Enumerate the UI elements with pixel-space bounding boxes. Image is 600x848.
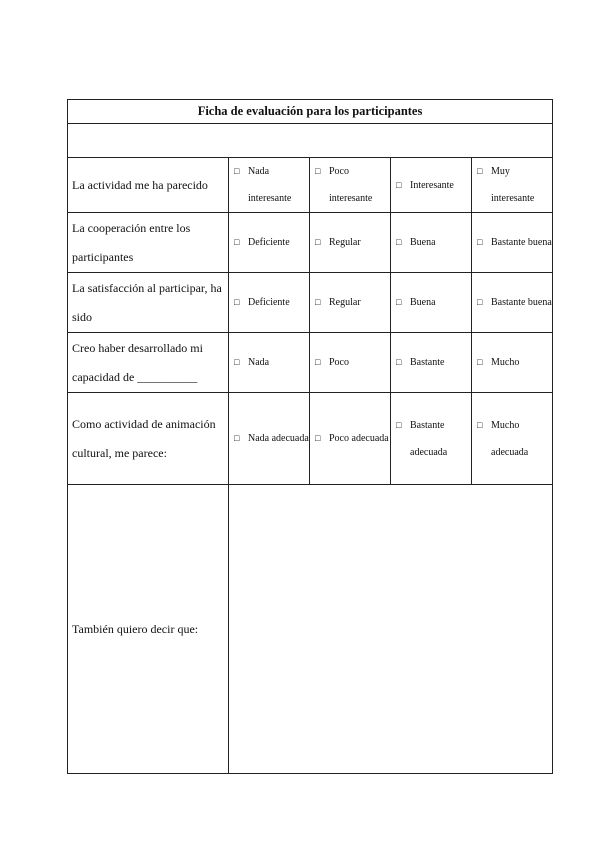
checkbox-icon[interactable]: □ xyxy=(396,357,402,367)
option-label: Deficiente xyxy=(248,237,290,248)
checkbox-icon[interactable]: □ xyxy=(477,166,483,176)
question-row xyxy=(68,273,553,333)
option-cell[interactable] xyxy=(391,393,472,485)
option-label: Mucho xyxy=(491,357,520,368)
option-cell[interactable] xyxy=(229,393,310,485)
option-label: Bastante adecuada xyxy=(410,419,448,458)
option-cell[interactable] xyxy=(229,213,310,273)
option-label: Buena xyxy=(410,297,436,308)
option-label: Buena xyxy=(410,237,436,248)
comments-label: También quiero decir que: xyxy=(68,485,229,774)
question-label: La actividad me ha parecido xyxy=(68,158,229,213)
option-cell[interactable] xyxy=(229,273,310,333)
evaluation-form-table xyxy=(67,99,553,774)
checkbox-icon[interactable]: □ xyxy=(396,237,402,247)
option-cell[interactable] xyxy=(310,273,391,333)
question-label: Creo haber desarrollado mi capacidad de __________ xyxy=(68,333,229,393)
option-cell[interactable] xyxy=(310,158,391,213)
option-cell[interactable] xyxy=(472,273,553,333)
question-label: La satisfacción al participar, ha sido xyxy=(68,273,229,333)
question-row xyxy=(68,213,553,273)
comments-row xyxy=(68,485,553,774)
option-label: Muy interesante xyxy=(491,166,535,204)
question-label: Como actividad de animación cultural, me parece: xyxy=(68,393,229,485)
checkbox-icon[interactable]: □ xyxy=(477,357,483,367)
option-cell[interactable] xyxy=(310,393,391,485)
option-label: Bastante buena xyxy=(491,297,552,308)
checkbox-icon[interactable]: □ xyxy=(234,433,240,443)
option-label: Poco xyxy=(329,357,349,368)
option-cell[interactable] xyxy=(472,393,553,485)
checkbox-icon[interactable]: □ xyxy=(234,297,240,307)
question-row xyxy=(68,393,553,485)
checkbox-icon[interactable]: □ xyxy=(234,166,240,176)
option-label: Regular xyxy=(329,237,361,248)
checkbox-icon[interactable]: □ xyxy=(315,357,321,367)
option-label: Deficiente xyxy=(248,297,290,308)
question-row xyxy=(68,158,553,213)
form-title: Ficha de evaluación para los participantes xyxy=(68,100,553,124)
option-cell[interactable] xyxy=(310,333,391,393)
checkbox-icon[interactable]: □ xyxy=(234,237,240,247)
option-cell[interactable] xyxy=(472,158,553,213)
option-cell[interactable] xyxy=(391,158,472,213)
checkbox-icon[interactable]: □ xyxy=(315,166,321,176)
option-label: Nada xyxy=(248,357,270,368)
option-cell[interactable] xyxy=(310,213,391,273)
checkbox-icon[interactable]: □ xyxy=(315,433,321,443)
option-cell[interactable] xyxy=(229,333,310,393)
option-cell[interactable] xyxy=(391,273,472,333)
option-cell[interactable] xyxy=(472,333,553,393)
checkbox-icon[interactable]: □ xyxy=(315,297,321,307)
checkbox-icon[interactable]: □ xyxy=(315,237,321,247)
option-label: Interesante xyxy=(410,179,454,191)
checkbox-icon[interactable]: □ xyxy=(477,237,483,247)
question-label: La cooperación entre los participantes xyxy=(68,213,229,273)
option-cell[interactable] xyxy=(391,213,472,273)
option-label: Regular xyxy=(329,297,361,308)
checkbox-icon[interactable]: □ xyxy=(234,357,240,367)
checkbox-icon[interactable]: □ xyxy=(477,419,483,430)
checkbox-icon[interactable]: □ xyxy=(396,297,402,307)
option-label: Bastante buena xyxy=(491,237,552,248)
comments-area[interactable] xyxy=(229,485,553,774)
option-label: Mucho adecuada xyxy=(491,419,529,458)
option-label: Nada adecuada xyxy=(248,433,309,444)
option-cell[interactable] xyxy=(472,213,553,273)
option-cell[interactable] xyxy=(391,333,472,393)
option-label: Poco adecuada xyxy=(329,433,389,444)
option-label: Bastante xyxy=(410,357,445,368)
checkbox-icon[interactable]: □ xyxy=(396,179,402,190)
option-cell[interactable] xyxy=(229,158,310,213)
option-label: Poco interesante xyxy=(329,166,373,204)
question-row xyxy=(68,333,553,393)
checkbox-icon[interactable]: □ xyxy=(477,297,483,307)
checkbox-icon[interactable]: □ xyxy=(396,419,402,430)
blank-row xyxy=(68,124,553,158)
option-label: Nada interesante xyxy=(248,166,292,204)
